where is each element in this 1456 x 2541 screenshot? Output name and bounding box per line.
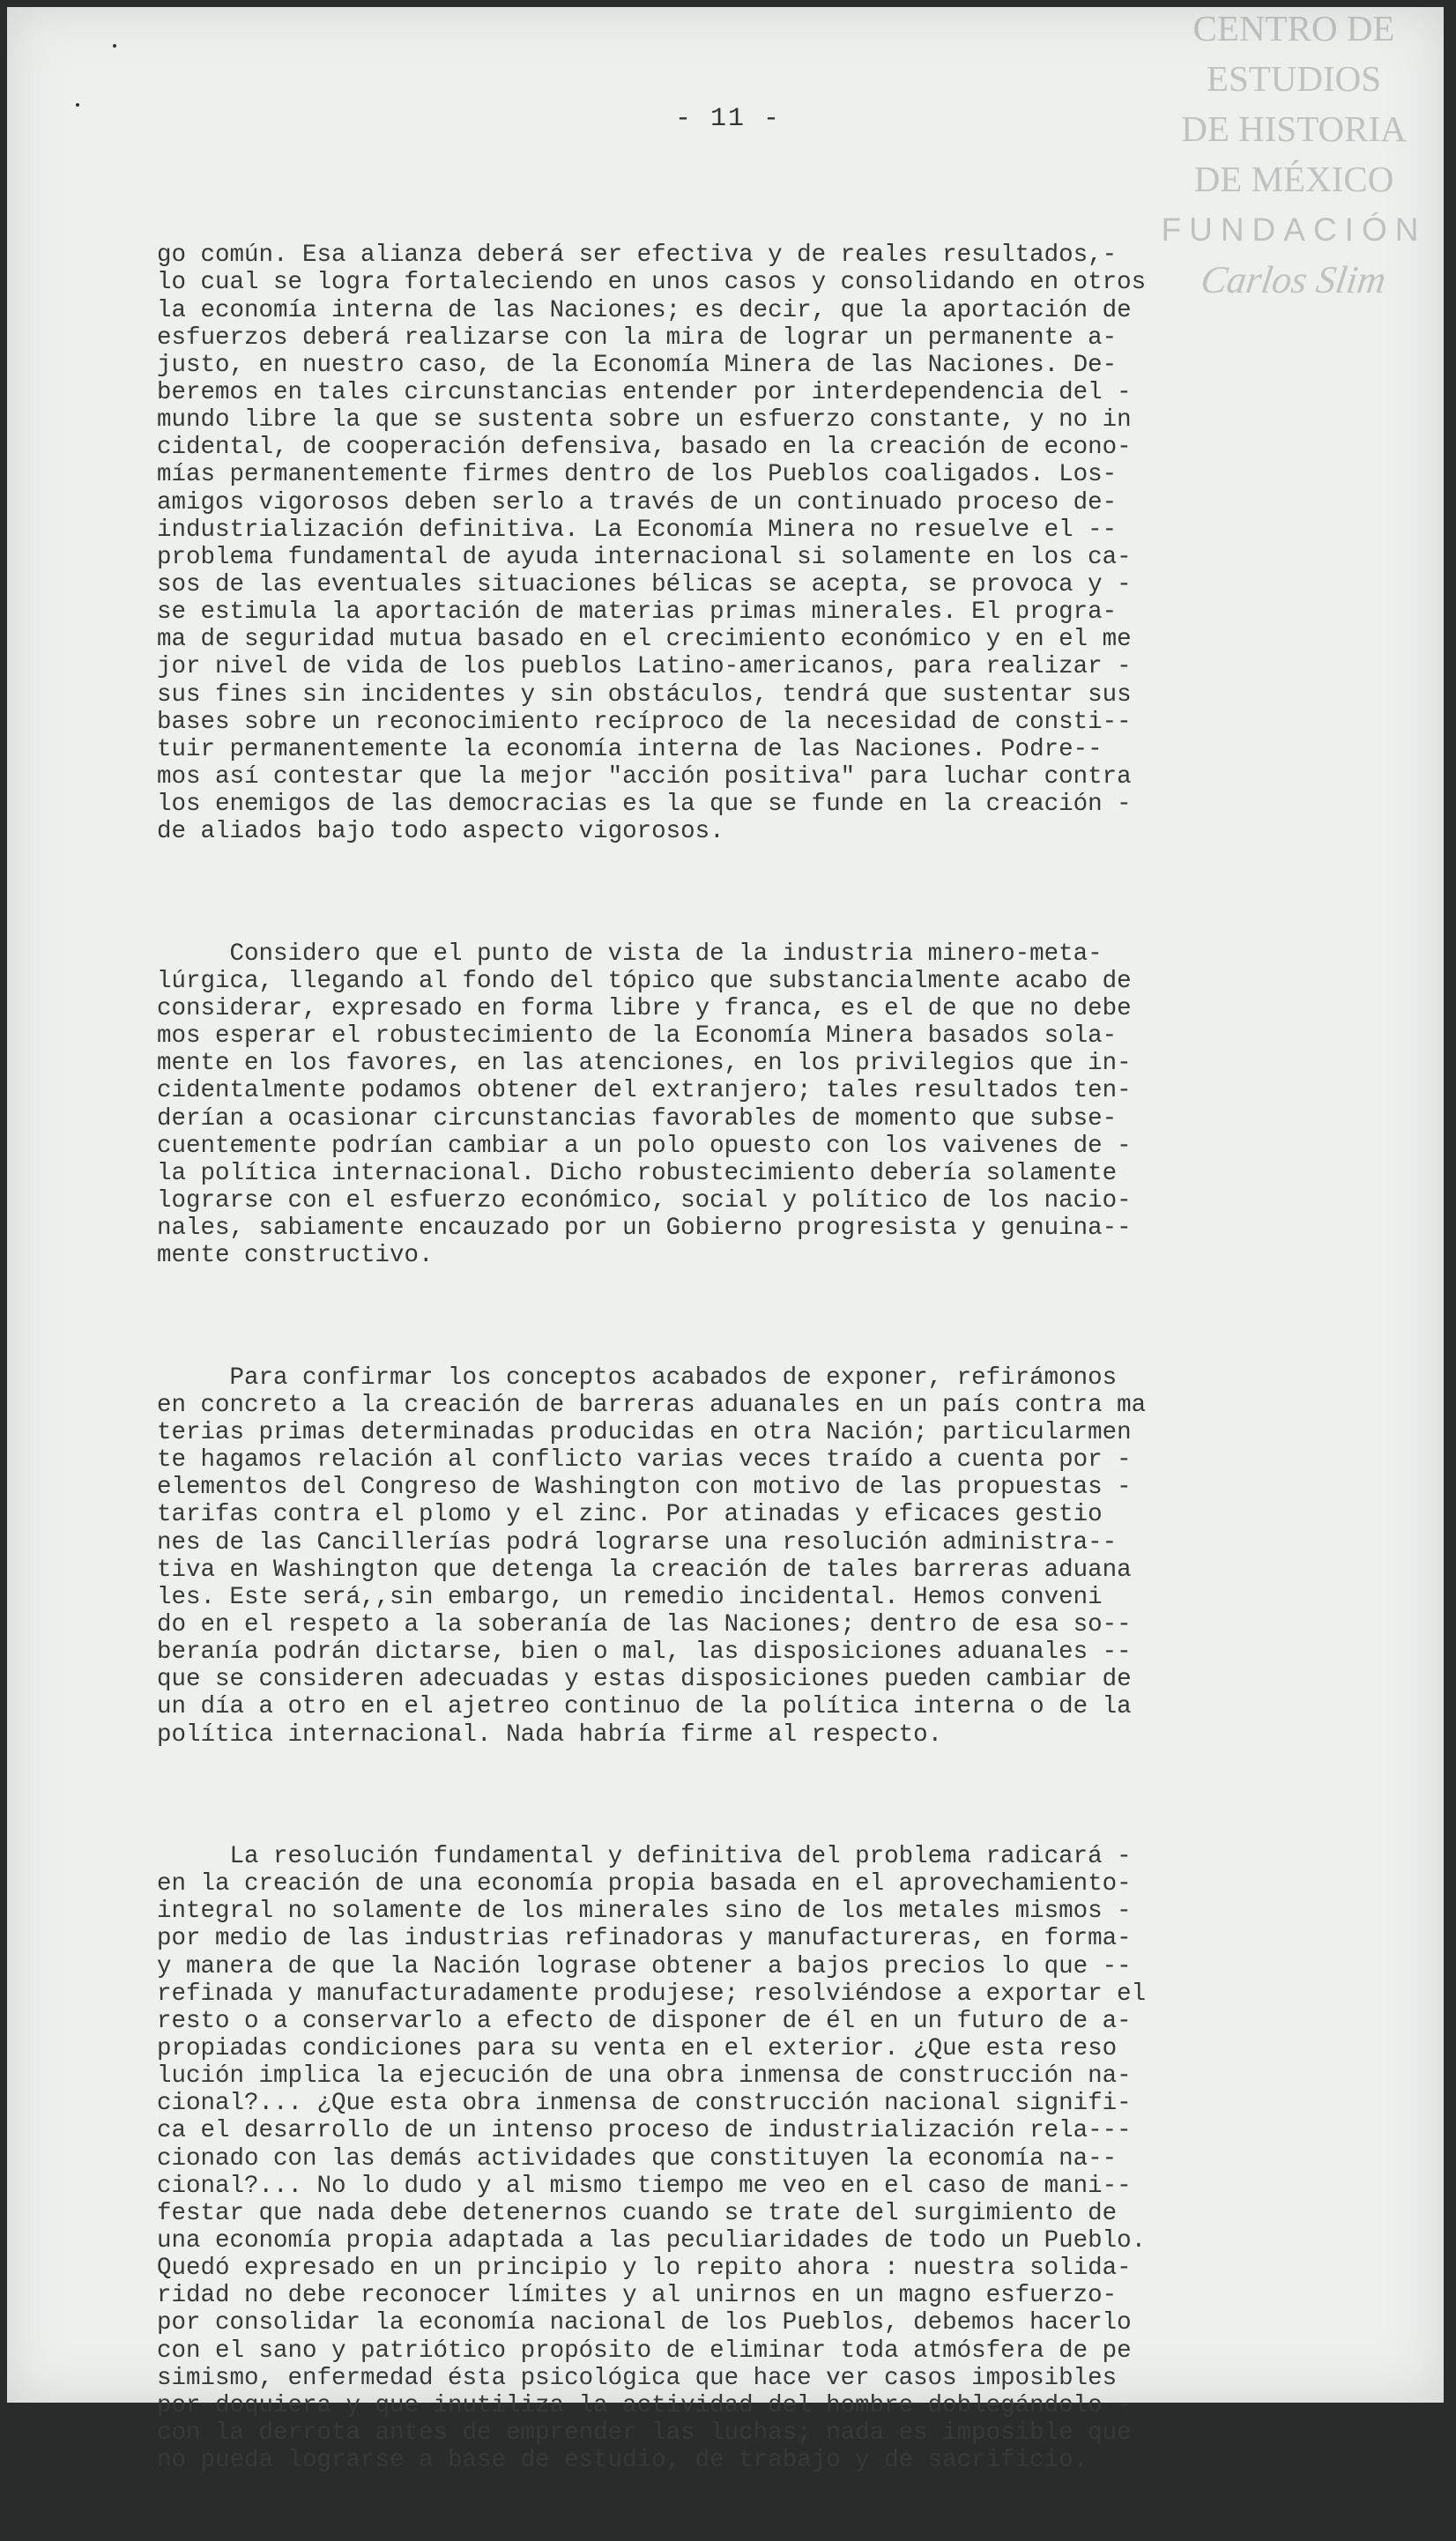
text-line: por doquiera y que inutiliza la actividad del hombre doblegándolo - <box>157 2391 1132 2419</box>
text-line: elementos del Congreso de Washington con motivo de las propuestas - <box>157 1474 1132 1502</box>
text-line: mundo libre la que se sustenta sobre un esfuerzo constante, y no in <box>157 406 1132 435</box>
text-line: industrialización definitiva. La Economía Minera no resuelve el -- <box>157 516 1118 544</box>
paragraph-1 <box>157 241 1303 845</box>
text-line: ridad no debe reconocer límites y al unirnos en un magno esfuerzo- <box>157 2282 1118 2310</box>
text-line: mente en los favores, en las atenciones, en los privilegios que in- <box>157 1050 1132 1078</box>
text-line: amigos vigorosos deben serlo a través de un continuado proceso de- <box>157 488 1118 516</box>
text-line: sos de las eventuales situaciones bélicas se acepta, se provoca y - <box>157 571 1132 598</box>
text-line: problema fundamental de ayuda internacional si solamente en los ca- <box>157 543 1132 571</box>
text-line: lo cual se logra fortaleciendo en unos casos y consolidando en otros <box>157 269 1147 297</box>
watermark-line-4: DE MÉXICO <box>1193 159 1394 199</box>
text-line: bases sobre un reconocimiento recíproco de la necesidad de consti-- <box>157 708 1132 736</box>
text-line: cuentemente podrían cambiar a un polo opuesto con los vaivenes de - <box>157 1132 1132 1160</box>
text-line: con el sano y patriótico propósito de eliminar toda atmósfera de pe <box>157 2337 1132 2365</box>
text-line: integral no solamente de los minerales sino de los metales mismos - <box>157 1898 1132 1926</box>
page-number: - 11 - <box>674 104 782 134</box>
text-line: que se consideren adecuadas y estas disposiciones pueden cambiar de <box>157 1666 1132 1694</box>
paragraph-4 <box>157 1843 1303 2474</box>
text-line: cional?... No lo dudo y al mismo tiempo me veo en el caso de mani-- <box>157 2172 1132 2200</box>
scan-speck <box>113 44 116 48</box>
text-line: por medio de las industrias refinadoras y manufactureras, en forma- <box>157 1925 1132 1953</box>
text-line: lograrse con el esfuerzo económico, social y político de los nacio- <box>157 1186 1132 1215</box>
text-line: por consolidar la economía nacional de los Pueblos, debemos hacerlo <box>157 2309 1132 2337</box>
paragraph-3 <box>157 1364 1303 1749</box>
text-line: mente constructivo. <box>157 1242 434 1270</box>
text-line: propiadas condiciones para su venta en el exterior. ¿Que esta reso <box>157 2034 1118 2062</box>
text-line: ca el desarrollo de un intenso proceso de industrialización rela--- <box>157 2117 1132 2145</box>
text-line: una economía propia adaptada a las peculiaridades de todo un Pueblo. <box>157 2226 1147 2255</box>
text-line: y manera de que la Nación lograse obtener a bajos precios lo que -- <box>157 1952 1132 1980</box>
text-line: se estimula la aportación de materias primas minerales. El progra- <box>157 598 1118 627</box>
text-line: un día a otro en el ajetreo continuo de la política interna o de la <box>157 1693 1132 1721</box>
text-line: lución implica la ejecución de una obra inmensa de construcción na- <box>157 2062 1132 2091</box>
text-line: en la creación de una economía propia basada en el aprovechamiento- <box>157 1870 1132 1898</box>
text-line: de aliados bajo todo aspecto vigorosos. <box>157 818 724 846</box>
text-line: mos así contestar que la mejor "acción positiva" para luchar contra <box>157 762 1132 791</box>
text-line: Para confirmar los conceptos acabados de exponer, refirámonos <box>157 1363 1118 1392</box>
text-line: ma de seguridad mutua basado en el crecimiento económico y en el me <box>157 626 1132 654</box>
watermark-line-1: CENTRO DE <box>1192 8 1395 48</box>
text-line: beremos en tales circunstancias entender por interdependencia del - <box>157 379 1132 407</box>
text-line: tarifas contra el plomo y el zinc. Por atinadas y eficaces gestio <box>157 1501 1103 1529</box>
text-line: nales, sabiamente encauzado por un Gobierno progresista y genuina-- <box>157 1215 1132 1243</box>
text-line: nes de las Cancillerías podrá lograrse una resolución administra-- <box>157 1528 1118 1557</box>
paragraph-2 <box>157 940 1303 1270</box>
watermark-signature: Carlos Slim <box>1199 258 1389 301</box>
text-line: derían a ocasionar circunstancias favorables de momento que subse- <box>157 1104 1118 1133</box>
text-line: Quedó expresado en un principio y lo repito ahora : nuestra solida- <box>157 2255 1132 2283</box>
text-line: justo, en nuestro caso, de la Economía Minera de las Naciones. De- <box>157 351 1118 379</box>
text-line: jor nivel de vida de los pueblos Latino-americanos, para realizar - <box>157 653 1132 681</box>
text-line: cidental, de cooperación defensiva, basado en la creación de econo- <box>157 434 1132 462</box>
text-line: la economía interna de las Naciones; es decir, que la aportación de <box>157 296 1132 324</box>
text-line: no pueda lograrse a base de estudio, de trabajo y de sacrificio. <box>157 2447 1088 2475</box>
text-line: cidentalmente podamos obtener del extranjero; tales resultados ten- <box>157 1077 1132 1105</box>
text-line: cional?... ¿Que esta obra inmensa de construcción nacional signifi- <box>157 2090 1132 2118</box>
text-line: política internacional. Nada habría firme al respecto. <box>157 1720 943 1749</box>
text-line: esfuerzos deberá realizarse con la mira de lograr un permanente a- <box>157 323 1118 352</box>
typewritten-body <box>157 187 1303 2541</box>
text-line: tuir permanentemente la economía interna de las Naciones. Podre-- <box>157 735 1103 763</box>
text-line: tiva en Washington que detenga la creación de tales barreras aduana <box>157 1556 1132 1584</box>
text-line: go común. Esa alianza deberá ser efectiva y de reales resultados,- <box>157 241 1118 270</box>
text-line: te hagamos relación al conflicto varias veces traído a cuenta por - <box>157 1446 1132 1475</box>
text-line: con la derrota antes de emprender las luchas; nada es imposible que <box>157 2418 1132 2447</box>
text-line: resto o a conservarlo a efecto de disponer de él en un futuro de a- <box>157 2007 1132 2035</box>
text-line: simismo, enfermedad ésta psicológica que hace ver casos imposibles <box>157 2364 1118 2392</box>
text-line: do en el respeto a la soberanía de las Naciones; dentro de esa so-- <box>157 1610 1132 1638</box>
text-line: cionado con las demás actividades que constituyen la economía na-- <box>157 2144 1118 2173</box>
text-line: terias primas determinadas producidas en otra Nación; particularmen <box>157 1419 1132 1446</box>
text-line: la política internacional. Dicho robustecimiento debería solamente <box>157 1159 1118 1187</box>
text-line: beranía podrán dictarse, bien o mal, las disposiciones aduanales -- <box>157 1638 1132 1667</box>
text-line: La resolución fundamental y definitiva del problema radicará - <box>157 1843 1132 1870</box>
text-line: en concreto a la creación de barreras aduanales en un país contra ma <box>157 1391 1147 1419</box>
text-line: mías permanentemente firmes dentro de los Pueblos coaligados. Los- <box>157 461 1118 489</box>
text-line: considerar, expresado en forma libre y franca, es el de que no debe <box>157 995 1132 1022</box>
watermark-line-5: FUNDACIÓN <box>1161 212 1427 248</box>
text-line: lúrgica, llegando al fondo del tópico que substancialmente acabo de <box>157 967 1132 995</box>
text-line: sus fines sin incidentes y sin obstáculos, tendrá que sustentar sus <box>157 680 1132 709</box>
text-line: festar que nada debe detenernos cuando se trate del surgimiento de <box>157 2199 1118 2227</box>
text-line: les. Este será,,sin embargo, un remedio incidental. Hemos conveni <box>157 1583 1103 1611</box>
watermark-line-2: ESTUDIOS <box>1206 58 1382 99</box>
watermark-line-3: DE HISTORIA <box>1181 108 1407 149</box>
text-line: refinada y manufacturadamente produjese; resolviéndose a exportar el <box>157 1980 1147 2008</box>
text-line: mos esperar el robustecimiento de la Economía Minera basados sola- <box>157 1022 1118 1051</box>
text-line: los enemigos de las democracias es la que se funde en la creación - <box>157 791 1132 819</box>
text-line: Considero que el punto de vista de la industria minero-meta- <box>157 940 1103 968</box>
